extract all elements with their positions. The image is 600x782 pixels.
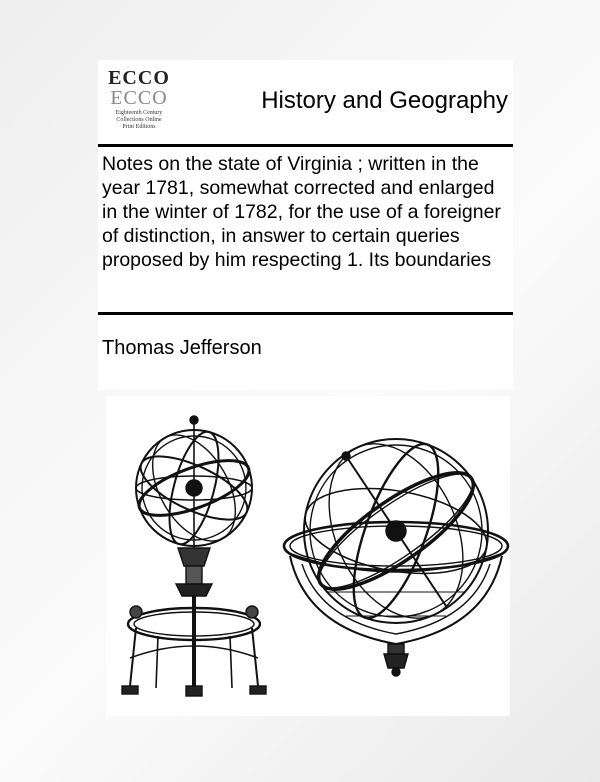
- logo-caption-line: Collections Online: [116, 117, 162, 123]
- header-panel: [98, 60, 513, 144]
- title-panel: [98, 144, 513, 390]
- book-author: Thomas Jefferson: [102, 337, 262, 359]
- logo-caption: [106, 110, 172, 131]
- divider: [98, 144, 513, 147]
- left-armillary-sphere-icon: [122, 416, 266, 696]
- divider: [98, 312, 513, 315]
- logo-caption-line: Print Editions: [122, 124, 156, 130]
- series-title: History and Geography: [261, 87, 508, 114]
- logo-wordmark: ECCO: [108, 67, 170, 89]
- logo-wordmark-reflection: ECCO: [110, 86, 168, 108]
- illustration-panel: [106, 396, 510, 716]
- armillary-spheres-illustration: [106, 396, 510, 716]
- ecco-logo: [106, 68, 172, 134]
- logo-caption-line: Eighteenth Century: [115, 110, 163, 116]
- right-armillary-sphere-icon: [284, 422, 508, 676]
- book-title: Notes on the state of Virginia ; written in the year 1781, somewhat corrected and enlarged in the winter of 1782, for the use of a foreigner of distinction, in answer to certain queries proposed by him respecting 1. Its boundaries: [102, 153, 501, 271]
